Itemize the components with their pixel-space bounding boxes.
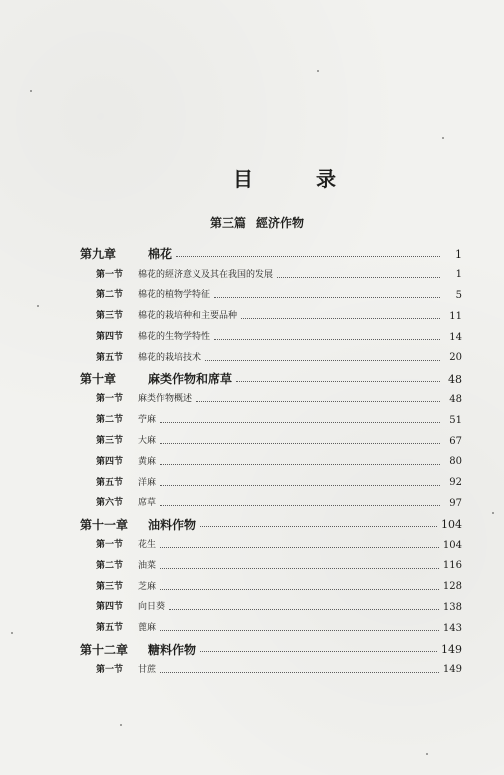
- page-number: 149: [442, 664, 462, 676]
- section-title: 席草: [138, 498, 157, 509]
- section-title: 棉花的生物学特性: [138, 332, 211, 343]
- dot-leader: [160, 464, 440, 465]
- chapter-title: 油料作物: [148, 517, 197, 532]
- chapter-number: 第九章: [80, 247, 117, 262]
- section-number: 第二节: [96, 560, 124, 571]
- chapter-title: 麻类作物和席草: [148, 372, 233, 387]
- chapter-number: 第十一章: [80, 517, 129, 532]
- section-title: 棉花的植物学特征: [138, 290, 211, 301]
- toc-chapter-row: [80, 514, 462, 535]
- dot-leader: [160, 630, 439, 631]
- dot-leader: [196, 401, 440, 402]
- page-number: 143: [442, 622, 462, 634]
- dot-leader: [160, 547, 439, 548]
- page-number: 104: [441, 518, 462, 532]
- toc-section-row: [80, 431, 462, 452]
- section-number: 第三节: [96, 581, 124, 592]
- section-number: 第六节: [96, 498, 124, 509]
- page-number: 80: [449, 456, 462, 468]
- scan-speck: [317, 70, 319, 72]
- page-number: 48: [448, 372, 462, 386]
- chapter-number: 第十二章: [80, 642, 129, 657]
- page-number: 1: [455, 269, 462, 281]
- section-number: 第一节: [96, 540, 124, 551]
- toc-section-row: [80, 348, 462, 369]
- dot-leader: [200, 526, 437, 527]
- section-title: 油菜: [138, 560, 157, 571]
- section-title: 蓖麻: [138, 623, 157, 634]
- dot-leader: [214, 297, 440, 298]
- chapter-title: 棉花: [148, 247, 173, 262]
- section-number: 第三节: [96, 311, 124, 322]
- part-heading: [210, 214, 304, 231]
- section-title: 向日葵: [138, 602, 166, 613]
- dot-leader: [176, 256, 440, 257]
- scan-speck: [30, 90, 32, 92]
- scan-speck: [442, 137, 444, 139]
- scan-speck: [492, 512, 494, 514]
- section-number: 第五节: [96, 352, 124, 363]
- section-title: 苧麻: [138, 415, 157, 426]
- toc-section-row: [80, 410, 462, 431]
- page-title: 目 录: [233, 167, 364, 191]
- page-number: 104: [442, 539, 462, 551]
- dot-leader: [205, 360, 440, 361]
- section-number: 第五节: [96, 623, 124, 634]
- page-number: 5: [455, 289, 462, 301]
- section-number: 第四节: [96, 332, 124, 343]
- page-number: 11: [449, 310, 462, 322]
- scan-speck: [37, 305, 39, 307]
- dot-leader: [160, 422, 440, 423]
- page-number: 97: [449, 497, 462, 509]
- toc-section-row: [80, 390, 462, 411]
- section-number: 第二节: [96, 415, 124, 426]
- dot-leader: [277, 277, 440, 278]
- section-number: 第五节: [96, 477, 124, 488]
- dot-leader: [160, 568, 439, 569]
- toc-section-row: [80, 535, 462, 556]
- scan-speck: [120, 724, 122, 726]
- dot-leader: [160, 505, 440, 506]
- part-label: 第三篇: [210, 216, 247, 230]
- dot-leader: [160, 589, 439, 590]
- dot-leader: [214, 339, 440, 340]
- section-title: 棉花的栽培技术: [138, 352, 202, 363]
- toc-section-row: [80, 286, 462, 307]
- page-number: 67: [449, 435, 462, 447]
- page-number: 128: [442, 581, 462, 593]
- toc-section-row: [80, 660, 462, 681]
- dot-leader: [160, 443, 440, 444]
- section-title: 大麻: [138, 436, 157, 447]
- page-number: 1: [455, 247, 462, 261]
- section-title: 洋麻: [138, 477, 157, 488]
- section-number: 第四节: [96, 456, 124, 467]
- toc-section-row: [80, 577, 462, 598]
- section-title: 花生: [138, 540, 157, 551]
- section-title: 棉花的經济意义及其在我国的发展: [138, 269, 274, 280]
- section-title: 黄麻: [138, 456, 157, 467]
- toc-chapter-row: [80, 244, 462, 265]
- scan-speck: [426, 753, 428, 755]
- section-title: 甘蔗: [138, 664, 157, 675]
- dot-leader: [241, 318, 440, 319]
- section-title: 麻类作物概述: [138, 394, 193, 405]
- page-number: 48: [449, 393, 462, 405]
- page-number: 92: [449, 477, 462, 489]
- dot-leader: [169, 609, 439, 610]
- scan-speck: [11, 632, 13, 634]
- page-number: 116: [442, 560, 462, 572]
- section-title: 芝麻: [138, 581, 157, 592]
- chapter-number: 第十章: [80, 372, 117, 387]
- toc-section-row: [80, 556, 462, 577]
- toc-section-row: [80, 265, 462, 286]
- page-number: 138: [442, 601, 462, 613]
- section-number: 第一节: [96, 664, 124, 675]
- toc-section-row: [80, 327, 462, 348]
- toc-section-row: [80, 452, 462, 473]
- toc-section-row: [80, 306, 462, 327]
- section-number: 第一节: [96, 394, 124, 405]
- page-number: 149: [441, 643, 462, 657]
- dot-leader: [160, 485, 440, 486]
- toc-section-row: [80, 618, 462, 639]
- dot-leader: [200, 651, 437, 652]
- toc-chapter-row: [80, 369, 462, 390]
- toc-section-row: [80, 473, 462, 494]
- section-number: 第四节: [96, 602, 124, 613]
- section-number: 第二节: [96, 290, 124, 301]
- chapter-title: 糖料作物: [148, 642, 197, 657]
- page-number: 14: [449, 331, 462, 343]
- part-title: 經济作物: [256, 216, 305, 230]
- page-number: 20: [449, 352, 462, 364]
- dot-leader: [160, 672, 439, 673]
- toc-section-row: [80, 494, 462, 515]
- page-number: 51: [449, 414, 462, 426]
- section-number: 第三节: [96, 436, 124, 447]
- toc-section-row: [80, 598, 462, 619]
- toc-chapter-row: [80, 639, 462, 660]
- section-title: 棉花的栽培种和主要品种: [138, 311, 238, 322]
- section-number: 第一节: [96, 269, 124, 280]
- dot-leader: [236, 381, 440, 382]
- table-of-contents: [80, 244, 462, 681]
